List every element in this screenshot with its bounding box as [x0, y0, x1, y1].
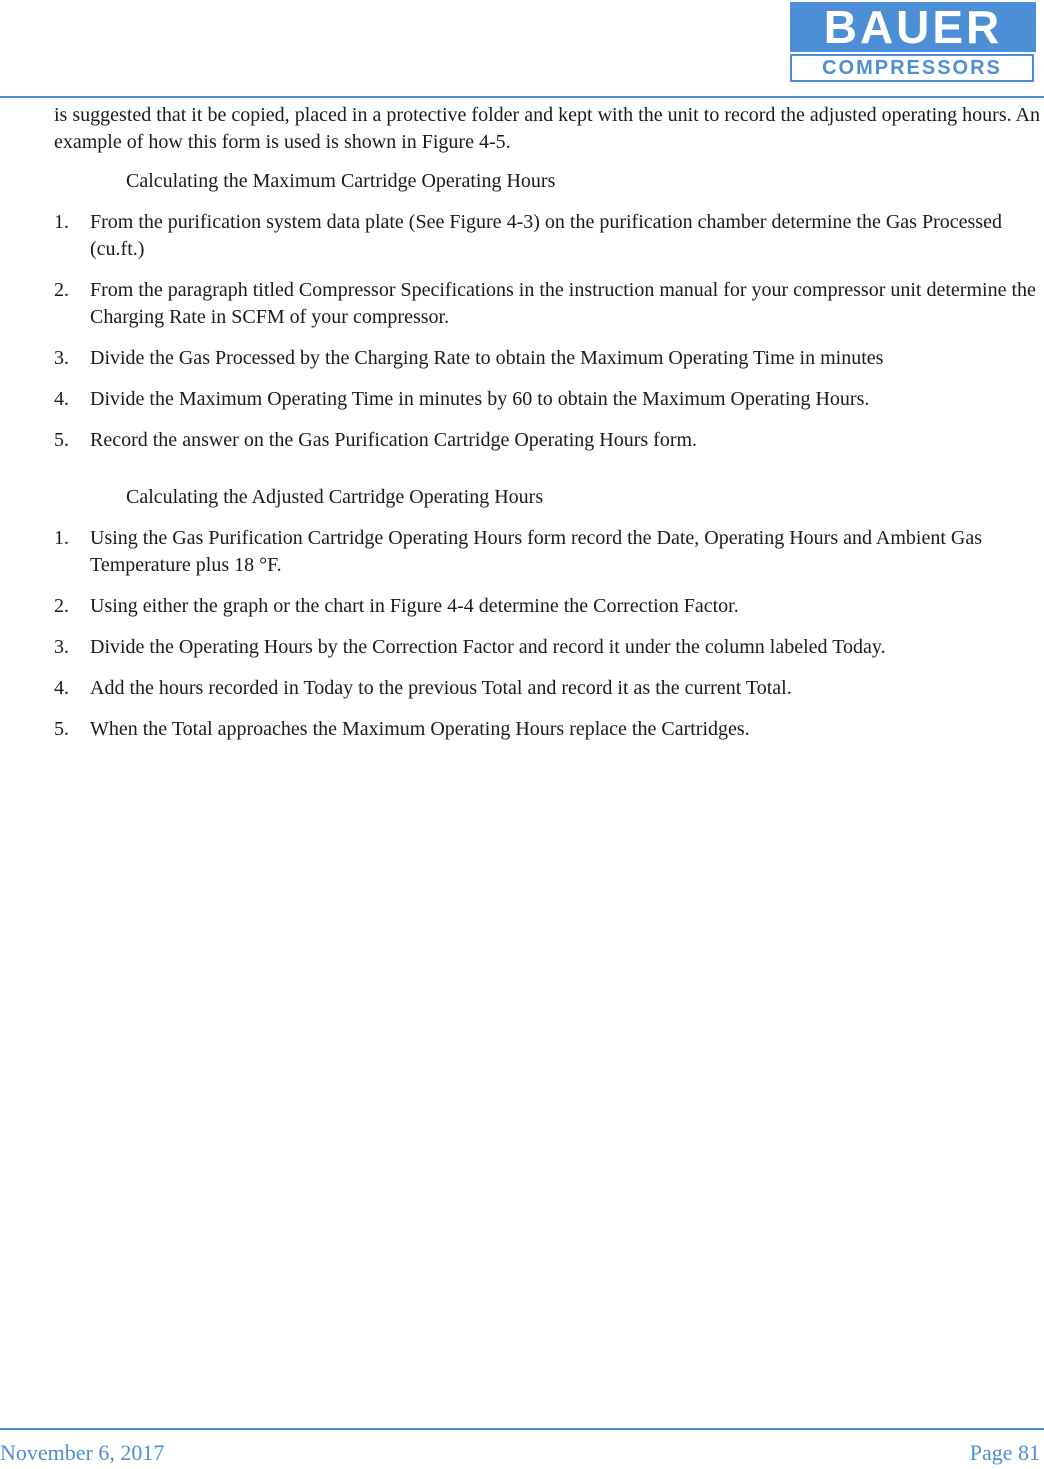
adjusted-hours-steps: [54, 525, 1040, 743]
step-number: 4.: [54, 388, 69, 410]
page-number: Page 81: [969, 1440, 1040, 1465]
list-item: [54, 277, 1040, 331]
list-item: [54, 209, 1040, 263]
section-heading-max: Calculating the Maximum Cartridge Operating Hours: [126, 170, 556, 192]
list-item: [54, 634, 1040, 661]
max-hours-steps: [54, 209, 1040, 454]
step-text: Divide the Operating Hours by the Correction Factor and record it under the column labeled Today.: [90, 636, 886, 658]
step-text: From the purification system data plate (See Figure 4-3) on the purification chamber determine the Gas Processed (cu.ft.): [90, 211, 1002, 260]
step-number: 3.: [54, 347, 69, 369]
step-text: Divide the Maximum Operating Time in minutes by 60 to obtain the Maximum Operating Hours.: [90, 388, 870, 410]
step-text: From the paragraph titled Compressor Specifications in the instruction manual for your compressor unit determine the Charging Rate in SCFM of your compressor.: [90, 279, 1036, 328]
step-number: 4.: [54, 677, 69, 699]
footer-date: November 6, 2017: [0, 1440, 165, 1465]
step-text: Using the Gas Purification Cartridge Operating Hours form record the Date, Operating Hours and Ambient Gas Temperature plus 18 °F.: [90, 527, 982, 576]
bauer-logo: [788, 0, 1038, 84]
step-number: 3.: [54, 636, 69, 658]
logo-subtitle: COMPRESSORS: [790, 54, 1034, 82]
step-text: When the Total approaches the Maximum Operating Hours replace the Cartridges.: [90, 718, 750, 740]
step-number: 2.: [54, 595, 69, 617]
list-item: [54, 593, 1040, 620]
step-text: Using either the graph or the chart in Figure 4-4 determine the Correction Factor.: [90, 595, 739, 617]
step-number: 5.: [54, 718, 69, 740]
step-number: 5.: [54, 429, 69, 451]
header-divider: [0, 96, 1044, 98]
step-text: Divide the Gas Processed by the Charging Rate to obtain the Maximum Operating Time in minutes: [90, 347, 884, 369]
footer-divider: [0, 1428, 1044, 1430]
list-item: [54, 345, 1040, 372]
list-item: [54, 675, 1040, 702]
step-text: Record the answer on the Gas Purification Cartridge Operating Hours form.: [90, 429, 698, 451]
page-content: [54, 102, 1040, 757]
list-item: [54, 386, 1040, 413]
step-number: 2.: [54, 279, 69, 301]
logo-wordmark: BAUER: [790, 2, 1036, 52]
section-heading-adjusted: Calculating the Adjusted Cartridge Operating Hours: [126, 486, 544, 508]
step-number: 1.: [54, 527, 69, 549]
list-item: [54, 716, 1040, 743]
step-number: 1.: [54, 211, 69, 233]
list-item: [54, 525, 1040, 579]
intro-paragraph: is suggested that it be copied, placed in a protective folder and kept with the unit to record the adjusted operating hours. An example of how this form is used is shown in Figure 4-5.: [54, 104, 1040, 153]
step-text: Add the hours recorded in Today to the previous Total and record it as the current Total.: [90, 677, 792, 699]
list-item: [54, 427, 1040, 454]
